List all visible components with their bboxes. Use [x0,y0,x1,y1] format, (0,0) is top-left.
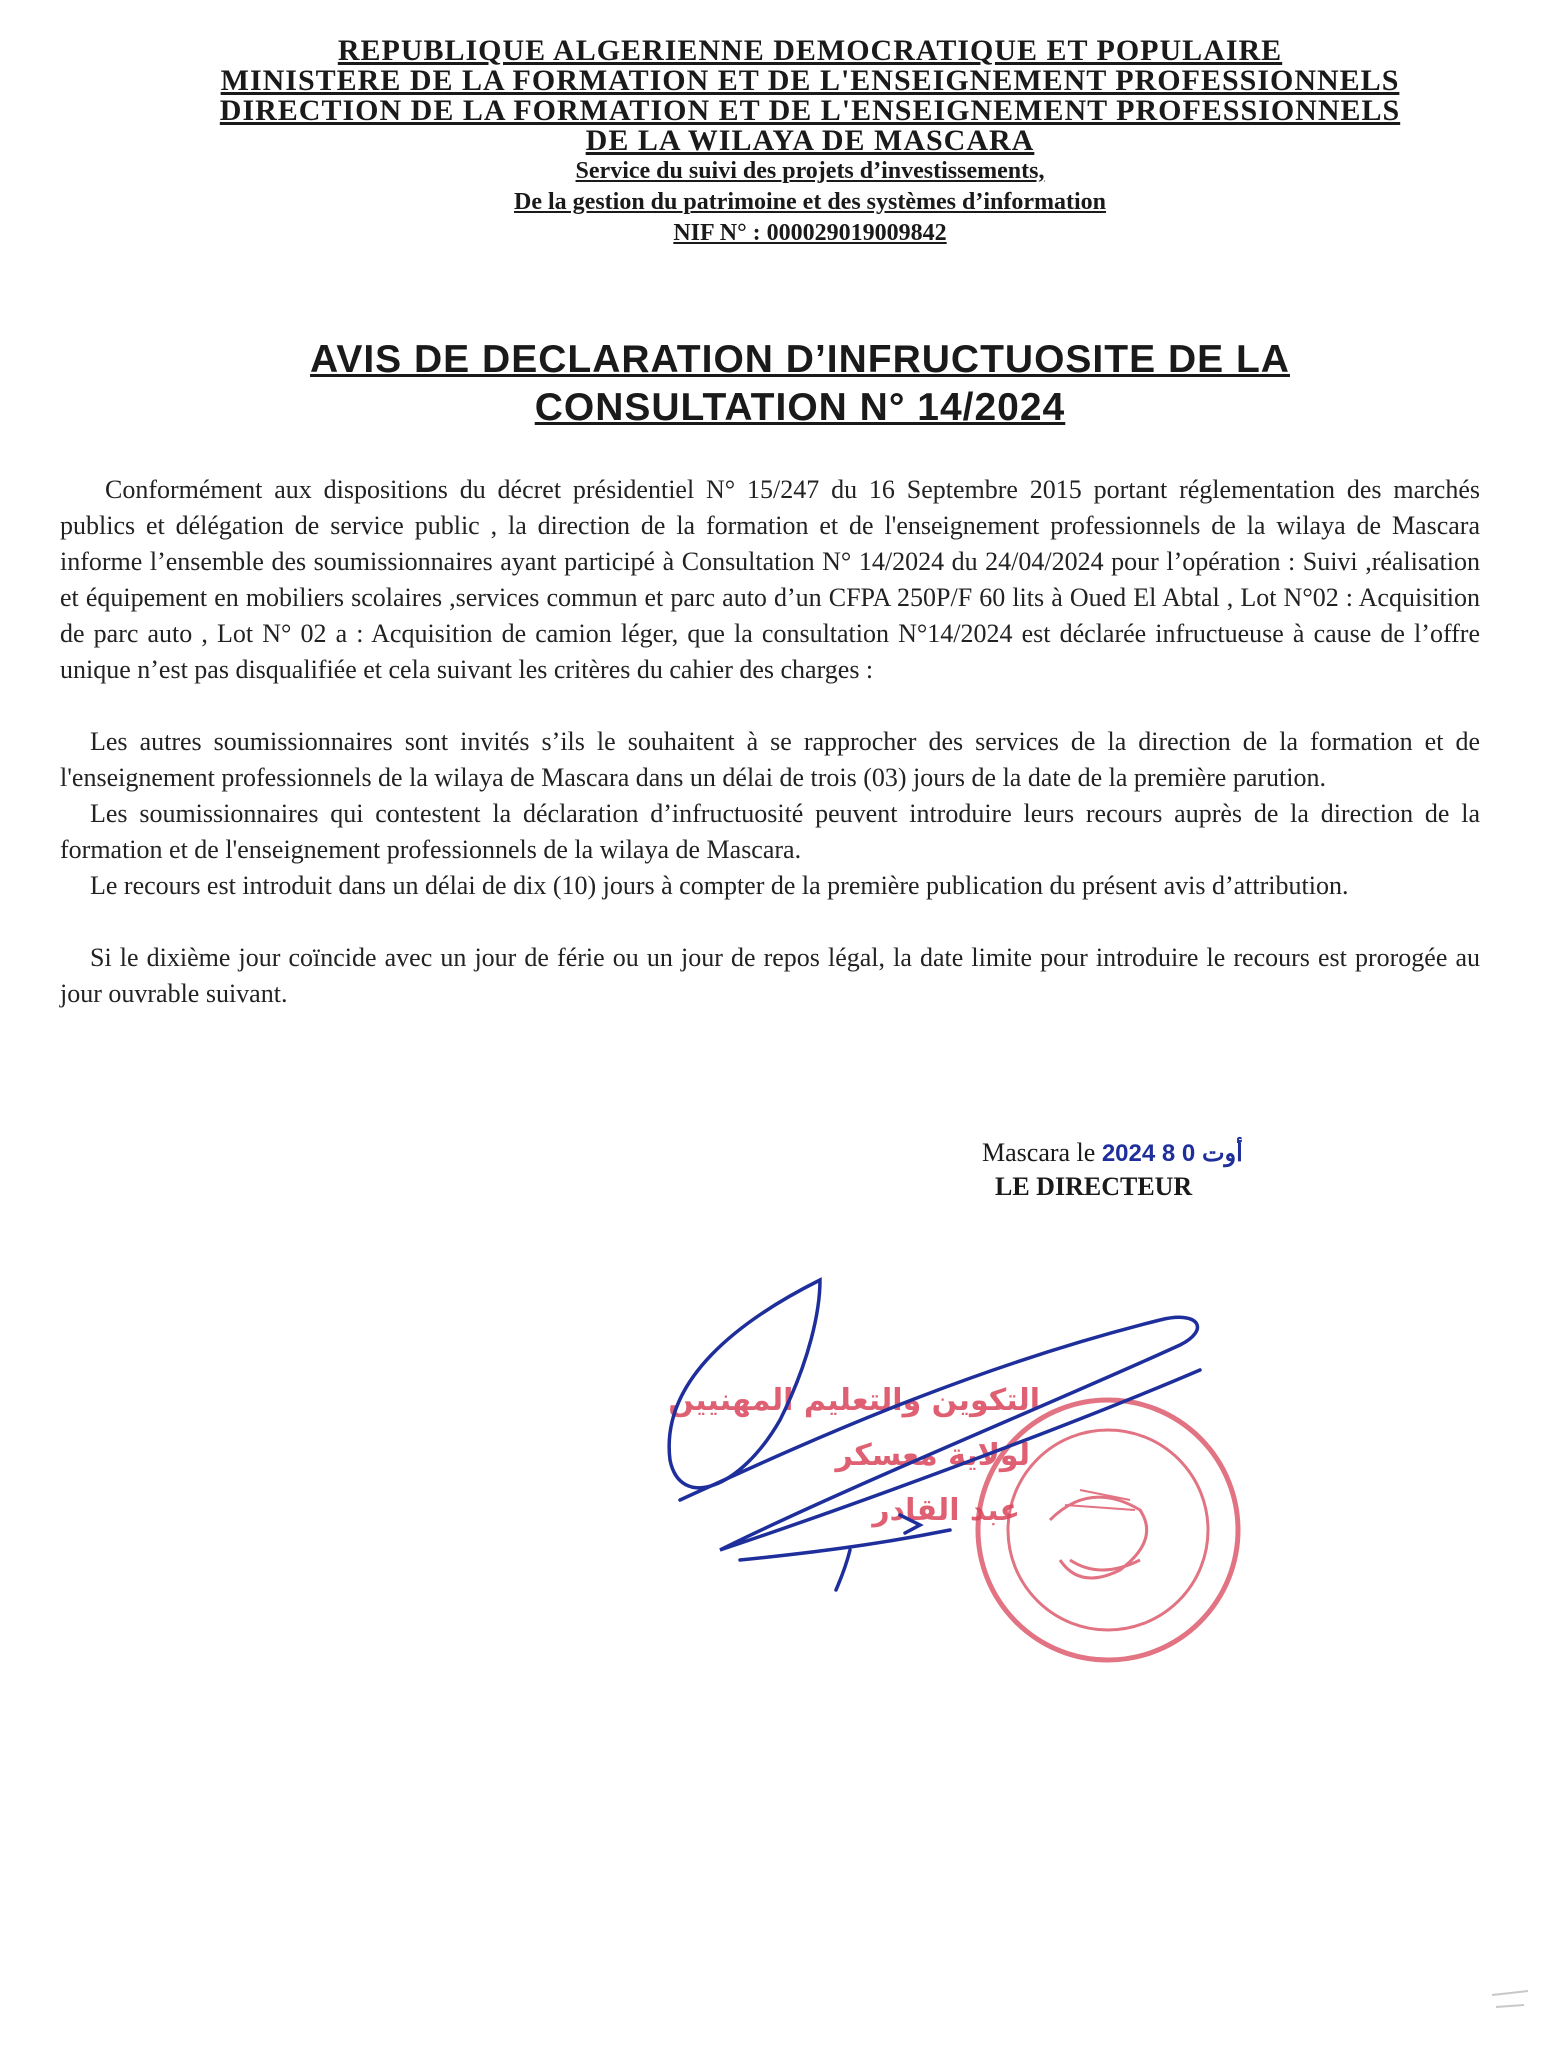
date-stamp: 2024 أوت 0 8 [1101,1140,1243,1167]
paragraph-decree: Conformément aux dispositions du décret présidentiel N° 15/247 du 16 Septembre 2015 portant réglementation des marchés publics et délégation de service public , la direction de la formation et de l'enseignement professionnels de la wilaya de Mascara informe l’ensemble des soumissionnaires ayant participé à Consultation N° 14/2024 du 24/04/2024 pour l’opération : Suivi ,réalisation et équipement en mobiliers scolaires ,services commun et parc auto d’un CFPA 250P/F 60 lits à Oued El Abtal , Lot N°02 : Acquisition de parc auto , Lot N° 02 a : Acquisition de camion léger, que la consultation N°14/2024 est déclarée infructueuse à cause de l’offre unique n’est pas disqualifiée et cela suivant les critères du cahier des charges : [60,475,1480,684]
stamp-text-2: لولاية معسكر [835,1438,1030,1473]
wilaya-line: DE LA WILAYA DE MASCARA [585,124,1035,157]
ministry-line: MINISTERE DE LA FORMATION ET DE L'ENSEIGNEMENT PROFESSIONNELS [220,64,1400,97]
stamp-text-1: التكوين والتعليم المهنيين [668,1383,1040,1418]
place-and-date [982,1138,1243,1168]
service-line-1: Service du suivi des projets d’investissements, [575,158,1045,184]
official-stamp-and-signature [640,1260,1340,1680]
nif-number: NIF N° : 000029019009842 [673,220,947,246]
notice-title-line-2: CONSULTATION N° 14/2024 [534,386,1066,429]
notice-title-line-1: AVIS DE DECLARATION D’INFRUCTUOSITE DE LA [310,338,1290,381]
paragraph-appeal-delay: Le recours est introduit dans un délai de dix (10) jours à compter de la première publication du présent avis d’attribution. [90,871,1349,900]
notice-body [60,472,1480,1012]
paragraph-invitation: Les autres soumissionnaires sont invités s’ils le souhaitent à se rapprocher des services de la direction de la formation et de l'enseignement professionnels de la wilaya de Mascara dans un délai de trois (03) jours de la date de la première parution. [60,727,1480,792]
paragraph-holiday: Si le dixième jour coïncide avec un jour de férie ou un jour de repos légal, la date limite pour introduire le recours est prorogée au jour ouvrable suivant. [60,943,1480,1008]
service-line-2: De la gestion du patrimoine et des systèmes d’information [514,189,1106,215]
signature-icon [669,1280,1200,1590]
stamp-text-3: عبد القادر [872,1493,1020,1528]
notice-title [190,336,1410,432]
place-label: Mascara le [982,1138,1096,1167]
letterhead [180,36,1440,249]
director-title: LE DIRECTEUR [995,1172,1193,1201]
scan-mark-icon [1490,1985,1530,2015]
republic-line: REPUBLIQUE ALGERIENNE DEMOCRATIQUE ET POPULAIRE [337,34,1283,67]
paragraph-contest: Les soumissionnaires qui contestent la déclaration d’infructuosité peuvent introduire leurs recours auprès de la direction de la formation et de l'enseignement professionnels de la wilaya de Mascara. [60,799,1480,864]
direction-line: DIRECTION DE LA FORMATION ET DE L'ENSEIGNEMENT PROFESSIONNELS [219,94,1401,127]
